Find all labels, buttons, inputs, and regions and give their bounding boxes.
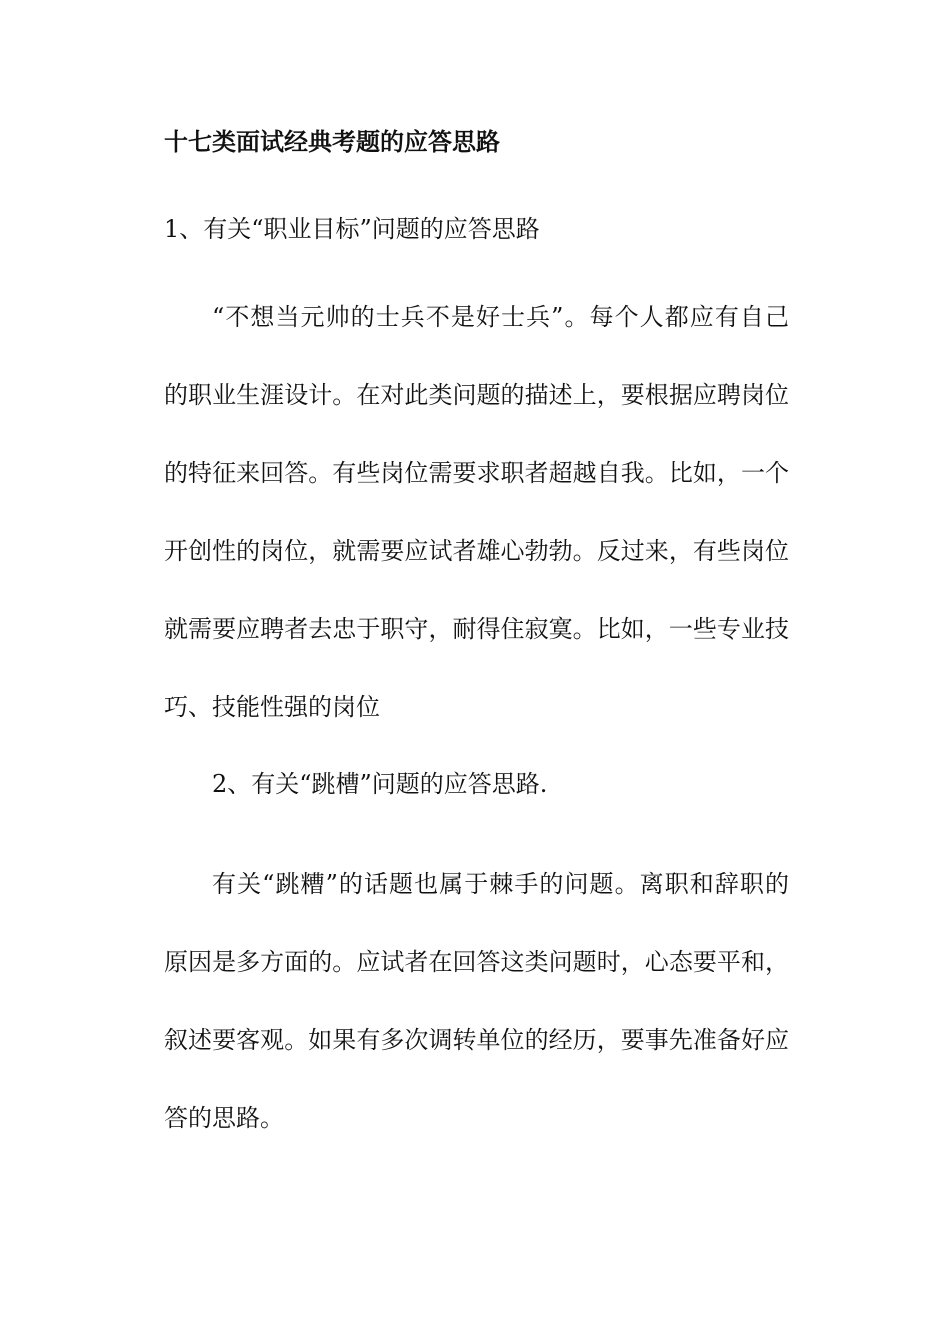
section2-line-1: 有关“跳糟”的话题也属于棘手的问题。离职和辞职的 — [212, 870, 789, 898]
section1-line-6: 巧、技能性强的岗位 — [164, 693, 380, 721]
section1-line-4: 开创性的岗位，就需要应试者雄心勃勃。反过来，有些岗位 — [164, 537, 789, 565]
section1-line-5: 就需要应聘者去忠于职守，耐得住寂寞。比如，一些专业技 — [164, 615, 789, 643]
section2-line-4: 答的思路。 — [164, 1104, 284, 1132]
section2-line-2: 原因是多方面的。应试者在回答这类问题时，心态要平和， — [164, 948, 789, 976]
section1-line-1: “不想当元帅的士兵不是好士兵”。每个人都应有自己 — [212, 303, 789, 331]
section2-line-3: 叙述要客观。如果有多次调转单位的经历，要事先准备好应 — [164, 1026, 789, 1054]
section1-heading: 1、有关“职业目标”问题的应答思路 — [164, 215, 540, 243]
section1-line-3: 的特征来回答。有些岗位需要求职者超越自我。比如，一个 — [164, 459, 789, 487]
document-title: 十七类面试经典考题的应答思路 — [164, 127, 500, 156]
section2-heading: 2、有关“跳槽”问题的应答思路. — [212, 770, 548, 798]
section1-line-2: 的职业生涯设计。在对此类问题的描述上，要根据应聘岗位 — [164, 381, 789, 409]
